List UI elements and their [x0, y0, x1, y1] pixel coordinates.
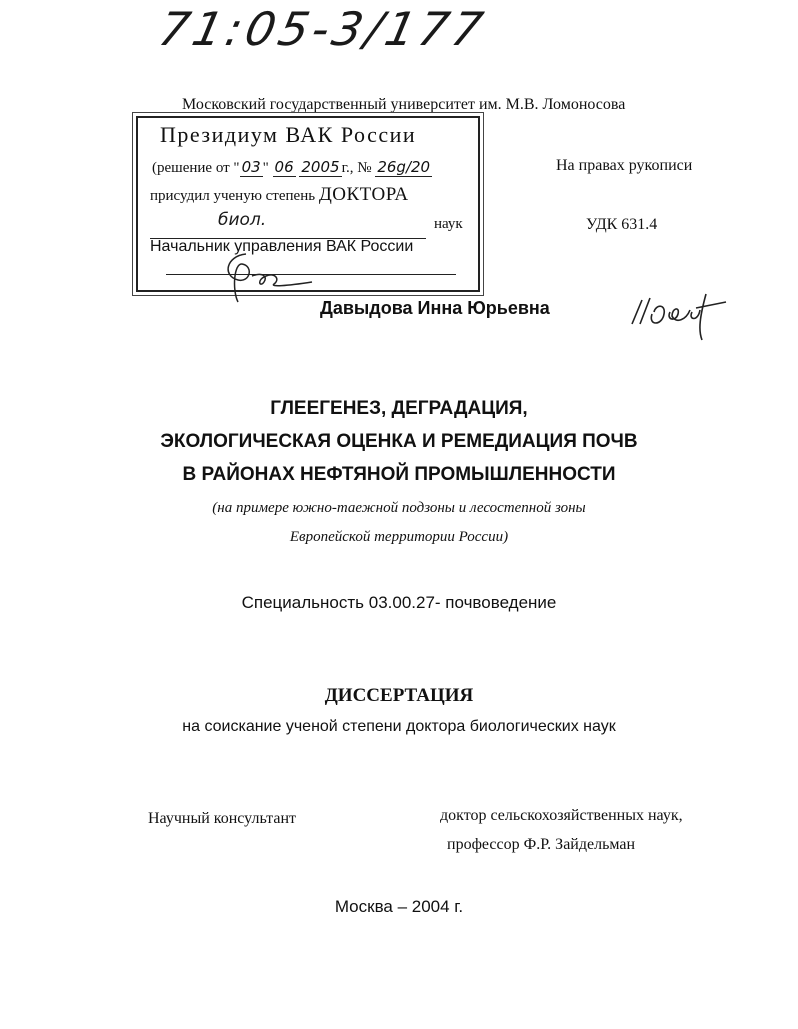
- subtitle-line-1: (на примере южно-таежной подзоны и лесостепной зоны: [212, 500, 586, 516]
- title-line-2: ЭКОЛОГИЧЕСКАЯ ОЦЕНКА И РЕМЕДИАЦИЯ ПОЧВ: [160, 431, 638, 452]
- city-year: Москва – 2004 г.: [334, 897, 464, 916]
- vak-stamp: [136, 116, 480, 292]
- rights-note: На правах рукописи: [556, 157, 693, 174]
- decision-suffix: г., №: [341, 160, 372, 176]
- awarded-text: присудил ученую степень: [150, 188, 316, 204]
- science-suffix: наук: [434, 216, 463, 232]
- university-name: Московский государственный университет им. М.В. Ломоносова: [182, 96, 626, 113]
- decision-number: 26g/20: [377, 158, 431, 176]
- awarded-degree: ДОКТОРА: [318, 184, 409, 205]
- stamp-signature-icon: [216, 246, 326, 306]
- stamp-awarded: [150, 184, 409, 206]
- science-underline: [150, 220, 426, 239]
- decision-prefix: (решение от ": [152, 160, 240, 176]
- consultant-degree: доктор сельскохозяйственных наук,: [440, 807, 683, 824]
- author-name: Давыдова Инна Юрьевна: [320, 298, 550, 318]
- specialty: Специальность 03.00.27- почвоведение: [241, 593, 557, 612]
- consultant-label: Научный консультант: [148, 810, 296, 827]
- decision-year: 2005: [301, 158, 340, 176]
- decision-month: 06: [274, 158, 294, 176]
- degree-purpose: на соискание ученой степени доктора биологических наук: [182, 718, 616, 735]
- archive-code: 71:05-3/177: [154, 2, 492, 56]
- udk-code: УДК 631.4: [586, 216, 658, 233]
- title-line-1: ГЛЕЕГЕНЕЗ, ДЕГРАДАЦИЯ,: [270, 398, 528, 419]
- consultant-name: профессор Ф.Р. Зайдельман: [447, 836, 636, 853]
- decision-mid: ": [262, 160, 269, 176]
- author-signature-icon: [626, 286, 736, 342]
- stamp-decision: [152, 158, 432, 177]
- document-type: ДИССЕРТАЦИЯ: [324, 685, 474, 706]
- stamp-head-title: Начальник управления ВАК России: [150, 238, 414, 255]
- title-line-3: В РАЙОНАХ НЕФТЯНОЙ ПРОМЫШЛЕННОСТИ: [182, 464, 616, 485]
- subtitle-line-2: Европейской территории России): [289, 529, 509, 545]
- decision-day: 03: [241, 158, 261, 176]
- stamp-title: Президиум ВАК России: [160, 122, 417, 147]
- science-handwritten: биол.: [218, 210, 267, 230]
